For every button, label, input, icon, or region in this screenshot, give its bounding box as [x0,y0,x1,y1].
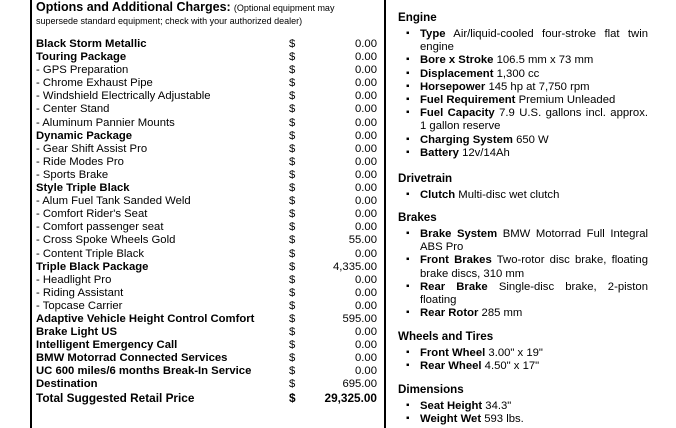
brakes-section [398,211,648,320]
option-label: - Comfort passenger seat [36,221,164,234]
option-price: 0.00 [355,326,377,339]
option-row [36,103,381,116]
option-price: 0.00 [355,51,377,64]
dollar-sign: $ [289,90,296,103]
brakes-heading: Brakes [398,211,437,224]
drivetrain-heading: Drivetrain [398,172,453,185]
dollar-sign: $ [289,51,296,64]
option-row [36,156,381,169]
option-label: - Center Stand [36,103,110,116]
option-label: - Cross Spoke Wheels Gold [36,234,176,247]
option-price: 0.00 [355,339,377,352]
spec-value: 3.00" x 19" [488,347,543,359]
spec-key: Bore x Stroke [420,54,494,67]
spec-value: Air/liquid-cooled four-stroke flat twin engine [420,28,648,54]
spec-item [398,307,648,320]
option-row [36,143,381,156]
spec-item [398,94,648,107]
drivetrain-section [398,172,648,202]
dollar-sign: $ [289,378,296,391]
dollar-sign: $ [289,221,296,234]
option-row [36,287,381,300]
option-price: 0.00 [355,129,377,142]
dollar-sign: $ [289,312,296,325]
dollar-sign: $ [289,326,296,339]
spec-key: Brake System [420,228,498,240]
option-row [36,182,381,195]
spec-key: Seat Height [420,400,483,412]
option-label: - Aluminum Pannier Mounts [36,116,175,129]
option-row [36,169,381,182]
option-label: - GPS Preparation [36,64,129,77]
option-label: - Ride Modes Pro [36,155,124,168]
option-label: Destination [36,378,98,391]
option-row [36,90,381,103]
spec-value: Multi-disc wet clutch [458,189,560,201]
option-label: - Alum Fuel Tank Sanded Weld [36,195,191,208]
option-row [36,38,381,51]
option-label: - Comfort Rider's Seat [36,208,148,221]
spec-value: Two-rotor disc brake, floating brake discs, 310 mm [420,254,649,280]
wheels-heading: Wheels and Tires [398,330,494,343]
engine-spec-list [398,28,648,160]
dollar-sign: $ [289,286,296,299]
engine-heading: Engine [398,11,437,24]
dollar-sign: $ [289,182,296,195]
option-row [36,195,381,208]
option-row [36,326,381,339]
dimensions-spec-list [398,400,648,426]
spec-key: Rear Wheel [420,360,482,373]
option-row [36,64,381,77]
brakes-spec-list [398,228,648,320]
spec-value: Single-disc brake, 2-piston floating [420,280,648,307]
spec-item [398,347,648,360]
option-label: - Gear Shift Assist Pro [36,142,148,155]
option-label: Triple Black Package [36,260,149,273]
option-row [36,51,381,64]
option-label: - Windshield Electrically Adjustable [36,90,211,103]
dimensions-section [398,383,648,426]
option-label: - Headlight Pro [36,273,112,286]
spec-value: 650 W [516,133,549,146]
option-row [36,378,381,391]
dollar-sign: $ [289,77,296,90]
option-price: 0.00 [355,208,377,221]
spec-value: Premium Unleaded [518,94,616,107]
option-label: - Chrome Exhaust Pipe [36,77,153,90]
spec-key: Fuel Capacity [420,107,495,120]
option-row [36,313,381,326]
option-price: 0.00 [355,182,377,195]
option-price: 0.00 [355,38,377,50]
dollar-sign: $ [289,365,296,378]
dollar-sign: $ [289,116,296,129]
spec-item [398,81,648,94]
option-price: 0.00 [355,77,377,90]
spec-key: Weight Wet [420,413,482,426]
dollar-sign: $ [289,208,296,221]
spec-key: Rear Brake [420,280,488,293]
option-row [36,365,381,378]
total-price-row [36,392,381,405]
option-price: 0.00 [355,247,377,260]
option-label: Black Storm Metallic [36,38,147,50]
spec-key: Front Brakes [420,254,492,267]
option-price: 0.00 [355,168,377,181]
spec-key: Battery [420,146,459,159]
spec-item [398,254,648,280]
option-label: BMW Motorrad Connected Services [36,352,228,365]
option-label: Brake Light US [36,326,117,339]
spec-item [398,54,648,67]
spec-item [398,360,648,373]
option-label: - Topcase Carrier [36,299,123,312]
dollar-sign: $ [289,390,296,405]
option-row [36,234,381,247]
option-label: Adaptive Vehicle Height Control Comfort [36,312,255,325]
option-price: 0.00 [355,142,377,155]
spec-item [398,228,648,254]
dimensions-heading: Dimensions [398,383,464,396]
option-price: 595.00 [342,312,377,325]
spec-value: 34.3" [485,400,512,412]
options-price-list [36,38,381,405]
spec-key: Charging System [420,133,513,146]
option-row [36,274,381,287]
spec-key: Displacement [420,67,494,80]
spec-item [398,189,648,202]
spec-item [398,134,648,147]
option-price: 0.00 [355,221,377,234]
spec-key: Horsepower [420,80,486,93]
spec-item [398,413,648,426]
spec-key: Type [420,28,446,40]
spec-key: Rear Rotor [420,307,479,320]
spec-value: BMW Motorrad Full Integral ABS Pro [420,228,648,254]
option-label: - Sports Brake [36,168,109,181]
option-row [36,339,381,352]
spec-item [398,68,648,81]
dollar-sign: $ [289,299,296,312]
option-row [36,300,381,313]
option-price: 695.00 [342,378,377,391]
wheels-spec-list [398,347,648,373]
dollar-sign: $ [289,247,296,260]
dollar-sign: $ [289,234,296,247]
dollar-sign: $ [289,103,296,116]
option-price: 0.00 [355,116,377,129]
option-price: 0.00 [355,352,377,365]
dollar-sign: $ [289,195,296,208]
dollar-sign: $ [289,142,296,155]
spec-value: 285 mm [481,307,523,320]
option-row [36,261,381,274]
option-price: 0.00 [355,103,377,116]
option-label: Dynamic Package [36,129,133,142]
option-price: 55.00 [348,234,377,247]
option-price: 0.00 [355,90,377,103]
dollar-sign: $ [289,38,296,50]
spec-value: 106.5 mm x 73 mm [496,54,594,67]
option-price: 0.00 [355,195,377,208]
option-price: 0.00 [355,365,377,378]
spec-item [398,147,648,160]
option-label: Intelligent Emergency Call [36,339,178,352]
option-row [36,117,381,130]
option-label: Style Triple Black [36,182,130,195]
options-title: Options and Additional Charges: [36,0,231,14]
spec-value: 593 lbs. [484,413,524,426]
option-row [36,352,381,365]
spec-value: 12v/14Ah [462,146,510,159]
option-price: 0.00 [355,155,377,168]
option-price: 29,325.00 [324,390,377,405]
spec-value: 4.50" x 17" [484,360,540,373]
option-row [36,221,381,234]
spec-item [398,400,648,413]
option-price: 0.00 [355,299,377,312]
option-row [36,77,381,90]
dollar-sign: $ [289,352,296,365]
option-row [36,130,381,143]
dollar-sign: $ [289,129,296,142]
dollar-sign: $ [289,273,296,286]
dollar-sign: $ [289,155,296,168]
spec-key: Clutch [420,189,456,201]
dollar-sign: $ [289,339,296,352]
drivetrain-spec-list [398,189,648,202]
spec-key: Fuel Requirement [420,94,516,107]
option-row [36,208,381,221]
spec-item [398,281,648,307]
wheels-section [398,330,648,373]
options-note: (Optional equipment may supersede standard equipment; check with your authorized dealer) [36,3,335,26]
spec-value: 1,300 cc [496,67,540,80]
dollar-sign: $ [289,64,296,77]
option-label: - Riding Assistant [36,286,124,299]
dollar-sign: $ [289,260,296,273]
spec-item [398,107,648,133]
engine-section [398,11,648,160]
options-heading [36,1,376,28]
spec-key: Front Wheel [420,347,486,359]
option-label: - Content Triple Black [36,247,144,260]
option-price: 4,335.00 [333,260,377,273]
option-label: UC 600 miles/6 months Break-In Service [36,365,252,378]
option-label: Touring Package [36,51,127,64]
option-row [36,248,381,261]
dollar-sign: $ [289,168,296,181]
option-price: 0.00 [355,273,377,286]
option-price: 0.00 [355,286,377,299]
spec-value: 7.9 U.S. gallons incl. approx. 1 gallon reserve [420,107,648,133]
option-price: 0.00 [355,64,377,77]
option-label: Total Suggested Retail Price [36,390,195,405]
spec-value: 145 hp at 7,750 rpm [488,80,590,93]
spec-item [398,28,648,54]
